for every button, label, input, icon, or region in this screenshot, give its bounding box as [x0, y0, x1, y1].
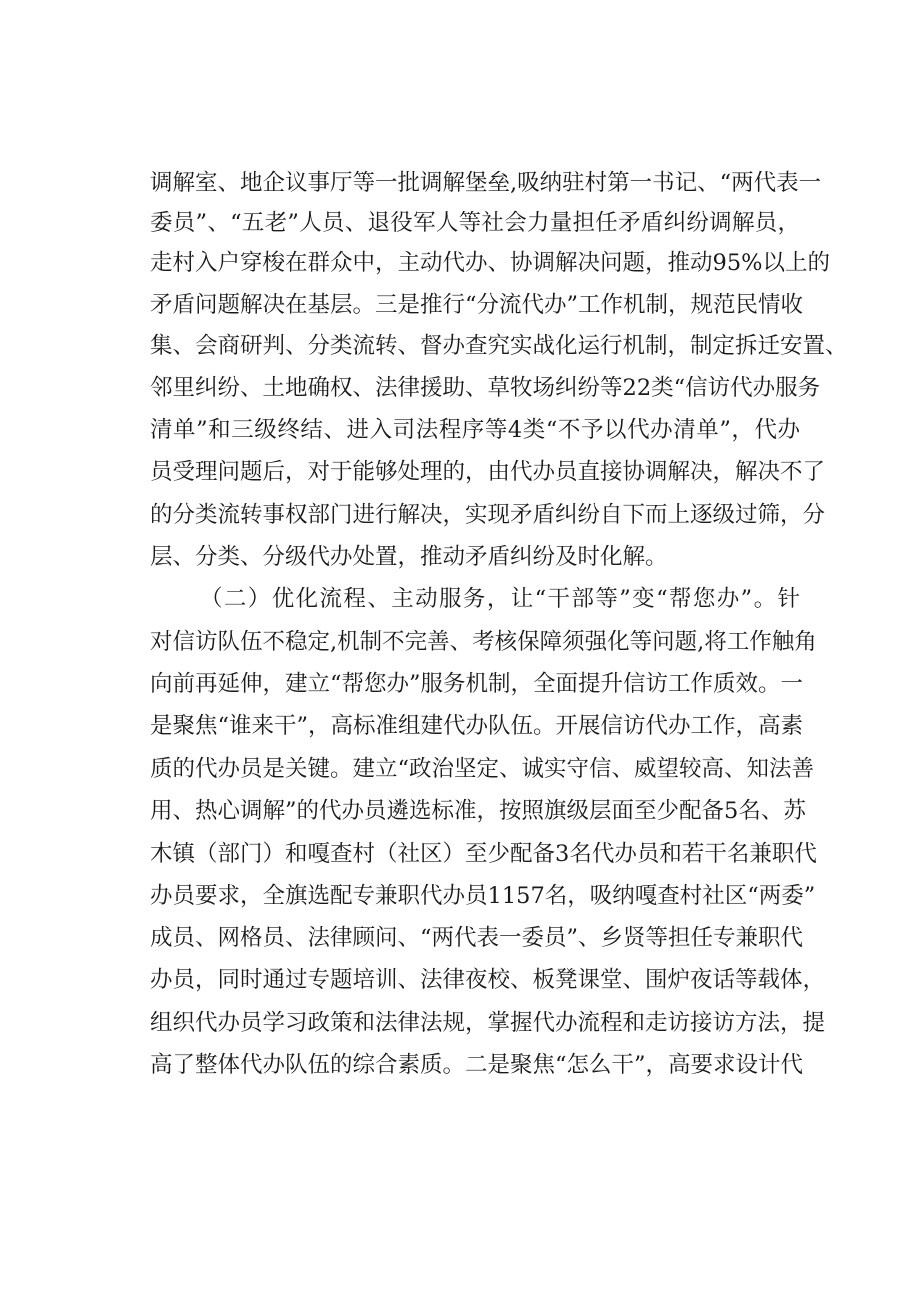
- text-line: 员受理问题后，对于能够处理的，由代办员直接协调解决，解决不了: [150, 459, 826, 485]
- text-line: 矛盾问题解决在基层。三是推行“分流代办”工作机制，规范民情收: [150, 292, 804, 318]
- text-line: 调解室、地企议事厅等一批调解堡垒,吸纳驻村第一书记、“两代表一: [150, 170, 822, 196]
- text-line: 用、热心调解”的代办员遴选标准，按照旗级层面至少配备5名、苏: [150, 798, 806, 824]
- text-line: 委员”、“五老”人员、退役军人等社会力量担任矛盾纠纷调解员，: [150, 210, 800, 236]
- section-heading-line: （二）优化流程、主动服务，让“干部等”变“帮您办”。针: [200, 586, 800, 612]
- text-line: 向前再延伸，建立“帮您办”服务机制，全面提升信访工作质效。一: [150, 671, 804, 697]
- text-line: 集、会商研判、分类流转、督办查究实战化运行机制，制定拆迁安置、: [150, 333, 848, 359]
- text-line: 邻里纠纷、土地确权、法律援助、草牧场纠纷等22类“信访代办服务: [150, 375, 821, 401]
- text-line: 办员要求，全旗选配专兼职代办员1157名，吸纳嘎查村社区“两委”: [150, 883, 816, 909]
- text-line: 对信访队伍不稳定,机制不完善、考核保障须强化等问题,将工作触角: [150, 629, 817, 655]
- text-line: 的分类流转事权部门进行解决，实现矛盾纠纷自下而上逐级过筛，分: [150, 502, 826, 528]
- text-line: 是聚焦“谁来干”，高标准组建代办队伍。开展信访代办工作，高素: [150, 713, 804, 739]
- text-line: 组织代办员学习政策和法律法规，掌握代办流程和走访接访方法，提: [150, 1010, 826, 1036]
- text-line: 清单”和三级终结、进入司法程序等4类“不予以代办清单”，代办: [150, 417, 800, 443]
- text-line: 成员、网格员、法律顾问、“两代表一委员”、乡贤等担任专兼职代: [150, 925, 804, 951]
- text-line: 木镇（部门）和嘎查村（社区）至少配备3名代办员和若干名兼职代: [150, 841, 817, 867]
- text-line: 走村入户穿梭在群众中，主动代办、协调解决问题，推动95%以上的: [150, 250, 831, 276]
- text-line: 层、分类、分级代办处置，推动矛盾纠纷及时化解。: [150, 544, 668, 570]
- text-line: 高了整体代办队伍的综合素质。二是聚焦“怎么干”，高要求设计代: [150, 1052, 804, 1078]
- text-line: 质的代办员是关键。建立“政治坚定、诚实守信、威望较高、知法善: [150, 756, 815, 782]
- text-line: 办员，同时通过专题培训、法律夜校、板凳课堂、围炉夜话等载体，: [150, 967, 826, 993]
